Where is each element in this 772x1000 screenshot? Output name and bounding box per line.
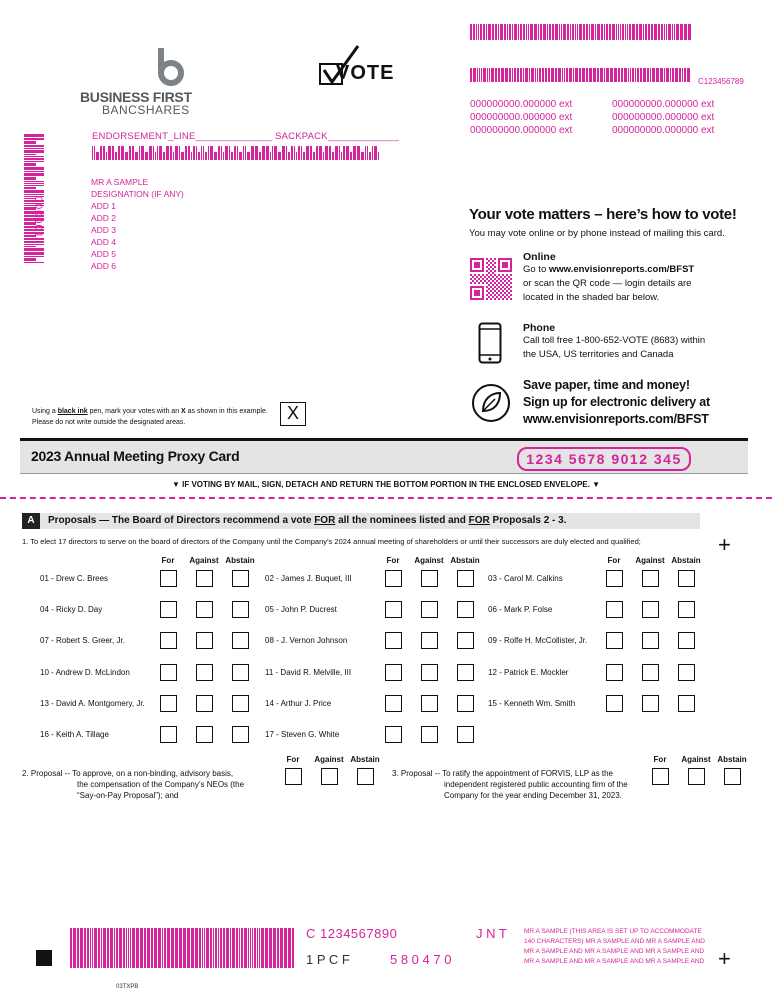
nominee-label: 16 - Keith A. Tillage — [40, 730, 109, 739]
proposal-3-against-checkbox[interactable] — [688, 768, 705, 785]
address-line: ADD 6 — [91, 261, 117, 271]
marking-instructions — [32, 406, 268, 428]
nominee-abstain-checkbox[interactable] — [457, 632, 474, 649]
ext-line: 000000000.000000 ext — [470, 112, 573, 123]
phone-line1: Call toll free 1-800-652-VOTE (8683) within — [523, 335, 706, 346]
instr-line2: Please do not write outside the designated areas. — [32, 419, 186, 426]
vote-subheading: You may vote online or by phone instead of mailing this card. — [469, 228, 725, 239]
nominee-against-checkbox[interactable] — [196, 664, 213, 681]
proposal-3-abstain-checkbox[interactable] — [724, 768, 741, 785]
nominee-for-checkbox[interactable] — [160, 601, 177, 618]
ext-line: 000000000.000000 ext — [612, 112, 715, 123]
nominee-for-checkbox[interactable] — [160, 664, 177, 681]
vote-logo — [318, 44, 398, 88]
online-line1-pre: Go to — [523, 264, 549, 275]
nominee-abstain-checkbox[interactable] — [678, 601, 695, 618]
vote-logo-text: VOTE — [336, 62, 395, 84]
nominee-for-checkbox[interactable] — [160, 632, 177, 649]
online-block — [523, 251, 694, 305]
mailing-address — [91, 176, 184, 272]
col-header-for: For — [607, 556, 621, 565]
nominee-label: 10 - Andrew D. McLindon — [40, 667, 130, 677]
proposal-2-text — [22, 768, 244, 801]
address-line: DESIGNATION (IF ANY) — [91, 189, 184, 199]
proposal-3-for-checkbox[interactable] — [652, 768, 669, 785]
col-header-against: Against — [314, 755, 344, 764]
nominee-label: 01 - Drew C. Brees — [40, 574, 109, 583]
nominee-label: 06 - Mark P. Folse — [488, 605, 553, 615]
logo-line1: BUSINESS FIRST — [80, 89, 192, 105]
section-a-letter: A — [22, 513, 40, 529]
online-url-link[interactable]: www.envisionreports.com/BFST — [548, 264, 695, 275]
footer-pcf: 1 P C F — [306, 952, 350, 967]
col-header-against: Against — [635, 556, 665, 565]
nominee-against-checkbox[interactable] — [196, 695, 213, 712]
proxy-card-bar — [20, 438, 748, 474]
nominee-label: 08 - J. Vernon Johnson — [265, 636, 348, 646]
footer-sample-line: MR A SAMPLE AND MR A SAMPLE AND MR A SAMPLE AND — [524, 948, 705, 955]
nominee-abstain-checkbox[interactable] — [232, 632, 249, 649]
nominee-against-checkbox[interactable] — [421, 664, 438, 681]
proposal-2-line: the compensation of the Company’s NEOs (the — [77, 780, 245, 789]
proposal-2-line: “Say-on-Pay Proposal”); and — [77, 791, 179, 800]
nominee-for-checkbox[interactable] — [385, 570, 402, 587]
proposal-2-against-checkbox[interactable] — [321, 768, 338, 785]
instr-bold-x: X — [181, 408, 186, 415]
nominee-abstain-checkbox[interactable] — [678, 695, 695, 712]
col-header-for: For — [653, 755, 667, 764]
address-line: ADD 1 — [91, 201, 117, 211]
phone-icon — [478, 322, 502, 364]
detach-line — [0, 497, 772, 499]
nominee-against-checkbox[interactable] — [196, 726, 213, 743]
col-header-abstain: Abstain — [450, 556, 480, 565]
section-a-title-post: Proposals 2 - 3. — [489, 515, 567, 526]
proposal-2-line: 2. Proposal -- To approve, on a non-binding, advisory basis, — [22, 769, 234, 778]
nominee-abstain-checkbox[interactable] — [457, 664, 474, 681]
proposal-3-line: independent registered public accounting firm of the — [444, 780, 628, 789]
proposal-3-line: Company for the year ending December 31, 2023. — [444, 791, 622, 800]
nominee-label: 07 - Robert S. Greer, Jr. — [40, 636, 125, 646]
nominee-against-checkbox[interactable] — [421, 570, 438, 587]
nominee-for-checkbox[interactable] — [160, 570, 177, 587]
nominee-against-checkbox[interactable] — [421, 726, 438, 743]
nominee-for-checkbox[interactable] — [606, 632, 623, 649]
instr-line1 — [32, 406, 268, 417]
item1-text: 1. To elect 17 directors to serve on the board of directors of the Company until the Company’s 2024 annual meeting of shareholders or until their successors are duly elected and qualified; — [22, 537, 641, 546]
online-line2: or scan the QR code — login details are — [523, 278, 692, 289]
col-header-abstain: Abstain — [225, 556, 255, 565]
address-line: MR A SAMPLE — [91, 177, 149, 187]
nominee-abstain-checkbox[interactable] — [457, 570, 474, 587]
ext-line: 000000000.000000 ext — [470, 99, 573, 110]
nominee-against-checkbox[interactable] — [642, 601, 659, 618]
ext-col-1 — [470, 98, 572, 137]
section-a-bar — [22, 513, 700, 529]
phone-title: Phone — [523, 322, 556, 334]
plus-mark-top: + — [718, 532, 731, 557]
nominee-for-checkbox[interactable] — [606, 664, 623, 681]
nominee-label: 17 - Steven G. White — [265, 730, 340, 739]
nominee-label: 15 - Kenneth Wm. Smith — [488, 698, 576, 708]
nominee-label: 14 - Arthur J. Price — [265, 698, 332, 708]
nominee-label: 09 - Rolfe H. McCollister, Jr. — [488, 636, 588, 646]
ext-col-2 — [612, 98, 714, 137]
nominee-for-checkbox[interactable] — [385, 601, 402, 618]
nominee-against-checkbox[interactable] — [642, 632, 659, 649]
logo-b-icon — [156, 48, 184, 86]
nominee-against-checkbox[interactable] — [421, 601, 438, 618]
plus-mark-bottom: + — [718, 946, 731, 971]
address-line: ADD 5 — [91, 249, 117, 259]
nominee-label: 13 - David A. Montgomery, Jr. — [40, 698, 145, 708]
online-line3: located in the shaded bar below. — [523, 292, 660, 303]
nominee-against-checkbox[interactable] — [642, 695, 659, 712]
save-paper-block — [523, 377, 710, 428]
nominee-label: 12 - Patrick E. Mockler — [488, 667, 569, 677]
col-header-for: For — [161, 556, 175, 565]
col-header-against: Against — [681, 755, 711, 764]
access-code: 1234 5678 9012 345 — [526, 451, 682, 467]
mail-id: 000001 — [32, 196, 44, 239]
instr-mid: pen, mark your votes with an — [87, 408, 182, 415]
nominee-for-checkbox[interactable] — [160, 695, 177, 712]
footer-sample-line: 140 CHARACTERS) MR A SAMPLE AND MR A SAMPLE AND — [524, 938, 705, 945]
footer-sample-line: MR A SAMPLE AND MR A SAMPLE AND MR A SAMPLE AND — [524, 958, 705, 965]
ext-line: 000000000.000000 ext — [612, 125, 715, 136]
instr-post: as shown in this example. — [185, 408, 268, 415]
nominee-abstain-checkbox[interactable] — [232, 601, 249, 618]
proposal-3-line: 3. Proposal -- To ratify the appointment of FORVIS, LLP as the — [392, 769, 614, 778]
proposal-2-for-checkbox[interactable] — [285, 768, 302, 785]
phone-line2: the USA, US territories and Canada — [523, 349, 674, 360]
nominee-label: 02 - James J. Buquet, III — [265, 574, 352, 583]
nominee-abstain-checkbox[interactable] — [232, 726, 249, 743]
online-line1 — [523, 263, 694, 277]
footer-number: 5 8 0 4 7 0 — [390, 952, 452, 967]
nominee-abstain-checkbox[interactable] — [678, 664, 695, 681]
proposal-3-text — [392, 768, 628, 801]
nominee-abstain-checkbox[interactable] — [678, 632, 695, 649]
save-line1: Save paper, time and money! — [523, 378, 690, 392]
top-barcode-2 — [470, 68, 692, 82]
col-header-abstain: Abstain — [717, 755, 747, 764]
instr-pre: Using a — [32, 408, 58, 415]
nominee-abstain-checkbox[interactable] — [457, 726, 474, 743]
nominee-abstain-checkbox[interactable] — [457, 601, 474, 618]
save-url-link[interactable]: www.envisionreports.com/BFST — [523, 412, 709, 426]
nominee-against-checkbox[interactable] — [642, 664, 659, 681]
ext-line: 000000000.000000 ext — [612, 99, 715, 110]
nominee-abstain-checkbox[interactable] — [457, 695, 474, 712]
qr-code-icon — [470, 258, 512, 300]
col-header-against: Against — [414, 556, 444, 565]
online-title: Online — [523, 251, 556, 263]
nominee-for-checkbox[interactable] — [385, 695, 402, 712]
leaf-icon — [471, 383, 511, 423]
nominee-against-checkbox[interactable] — [421, 695, 438, 712]
phone-block — [523, 322, 705, 362]
example-mark-box — [280, 402, 306, 426]
nominee-against-checkbox[interactable] — [196, 570, 213, 587]
footer-barcode — [70, 928, 296, 968]
nominee-for-checkbox[interactable] — [606, 695, 623, 712]
address-line: ADD 3 — [91, 225, 117, 235]
section-a-for2: FOR — [468, 515, 490, 526]
top-barcode — [470, 24, 692, 40]
control-code: C123456789 — [698, 77, 744, 86]
address-line: ADD 4 — [91, 237, 117, 247]
address-line: ADD 2 — [91, 213, 117, 223]
proposal-2-abstain-checkbox[interactable] — [357, 768, 374, 785]
nominee-against-checkbox[interactable] — [421, 632, 438, 649]
nominee-for-checkbox[interactable] — [606, 570, 623, 587]
nominee-for-checkbox[interactable] — [385, 726, 402, 743]
example-mark: X — [286, 403, 299, 423]
nominee-for-checkbox[interactable] — [385, 664, 402, 681]
nominee-abstain-checkbox[interactable] — [232, 664, 249, 681]
col-header-abstain: Abstain — [671, 556, 701, 565]
nominee-against-checkbox[interactable] — [642, 570, 659, 587]
nominee-for-checkbox[interactable] — [385, 632, 402, 649]
form-code: 03TXPB — [116, 984, 139, 990]
save-line2: Sign up for electronic delivery at — [523, 395, 710, 409]
nominee-abstain-checkbox[interactable] — [678, 570, 695, 587]
detach-instruction: ▼ IF VOTING BY MAIL, SIGN, DETACH AND RETURN THE BOTTOM PORTION IN THE ENCLOSED ENVELOPE. ▼ — [171, 480, 600, 489]
nominee-label: 05 - John P. Ducrest — [265, 605, 337, 615]
nominee-against-checkbox[interactable] — [196, 632, 213, 649]
col-header-against: Against — [189, 556, 219, 565]
nominee-for-checkbox[interactable] — [160, 726, 177, 743]
nominee-abstain-checkbox[interactable] — [232, 570, 249, 587]
footer-jnt: J N T — [476, 926, 507, 941]
nominee-abstain-checkbox[interactable] — [232, 695, 249, 712]
section-a-for1: FOR — [314, 515, 336, 526]
nominee-label: 04 - Ricky D. Day — [40, 605, 103, 615]
vote-matters-heading: Your vote matters – here’s how to vote! — [469, 206, 737, 223]
access-code-box — [517, 447, 691, 471]
nominee-label: 03 - Carol M. Calkins — [488, 574, 563, 583]
section-a-title-pre: Proposals — The Board of Directors recommend a vote — [48, 515, 315, 526]
endorsement-line: ENDORSEMENT_LINE______________ SACKPACK_____________ — [92, 131, 400, 142]
col-header-abstain: Abstain — [350, 755, 380, 764]
instr-bold-ink: black ink — [57, 408, 88, 415]
section-a-title — [48, 515, 566, 526]
footer-sample — [524, 927, 705, 967]
col-header-for: For — [286, 755, 300, 764]
nominee-for-checkbox[interactable] — [606, 601, 623, 618]
nominee-label: 11 - David R. Melville, III — [265, 667, 352, 677]
proxy-card-title: 2023 Annual Meeting Proxy Card — [31, 448, 240, 464]
postal-barcode — [92, 146, 382, 160]
col-header-for: For — [386, 556, 400, 565]
ext-line: 000000000.000000 ext — [470, 125, 573, 136]
footer-code: C 1234567890 — [306, 926, 398, 941]
logo-line2: BANCSHARES — [102, 103, 190, 117]
corner-square — [36, 950, 52, 966]
nominee-against-checkbox[interactable] — [196, 601, 213, 618]
section-a-title-mid: all the nominees listed and — [335, 515, 469, 526]
footer-sample-line: MR A SAMPLE (THIS AREA IS SET UP TO ACCOMMODATE — [524, 928, 702, 935]
